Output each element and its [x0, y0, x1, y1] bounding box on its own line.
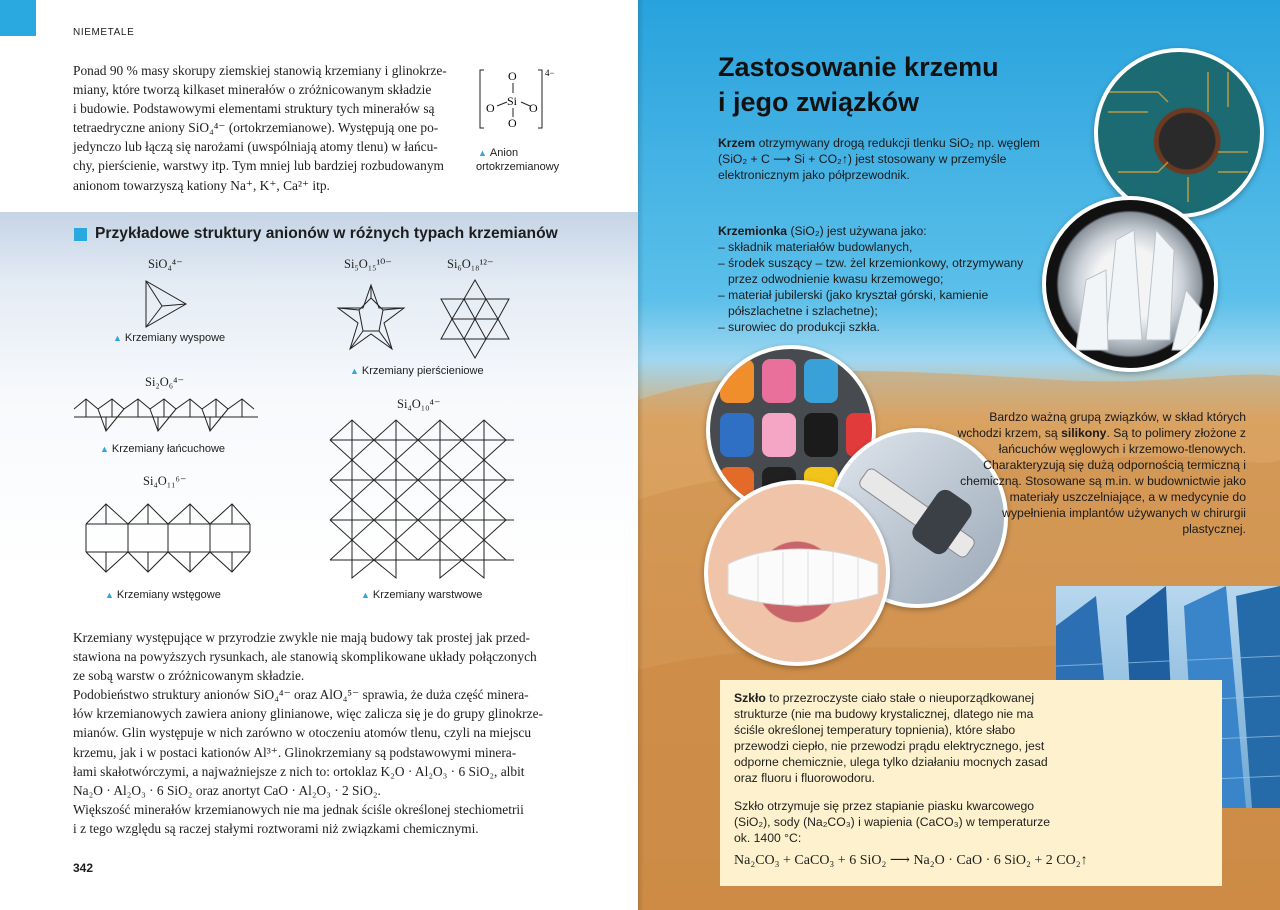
formula-island: SiO₄⁴⁻: [148, 257, 183, 271]
body-line: łami skałotwórczymi, a najważniejsze z nich to: ortoklaz K₂O · Al₂O₃ · 6 SiO₂, albit: [73, 763, 525, 779]
silikony-term: silikony: [1061, 426, 1107, 440]
triangle-marker-icon: ▲: [350, 366, 359, 376]
intro-line: miany, które tworzą kilkaset minerałów o zróżnicowanym składzie: [73, 82, 432, 98]
anion-atom: Si: [507, 94, 518, 108]
sheet-structure-diagram: [328, 418, 518, 587]
body-line: Większość minerałów krzemianowych nie ma jednak ściśle określonej stechiometrii: [73, 801, 524, 817]
list-item: – materiał jubilerski (jako kryształ górski, kamienie półszlachetne i szlachetne);: [718, 288, 989, 318]
intro-line: tetraedryczne aniony SiO₄⁴⁻ (ortokrzemianowe). Występują one po-: [73, 120, 439, 136]
formula-ring-5: Si₅O₁₅¹⁰⁻: [344, 257, 392, 271]
krzem-term: Krzem: [718, 136, 756, 150]
page-number: 342: [73, 861, 94, 875]
body-line: krzemu, jak i w postaci kationów Al³⁺. Glinokrzemiany są podstawowymi minera-: [73, 744, 517, 760]
krzemionka-intro: (SiO₂) jest używana jako:: [787, 224, 927, 238]
list-item: – składnik materiałów budowlanych,: [718, 240, 913, 254]
szklo-production-text: Szkło otrzymuje się przez stapianie piasku kwarcowego (SiO₂), sody (Na₂CO₃) i wapienia (CaCO₃) w temperaturze ok. 1400 °C:: [734, 799, 1051, 845]
ring5-structure-diagram: [334, 281, 408, 360]
caption-ring: [350, 365, 484, 377]
orthosilicate-anion-figure: [470, 64, 580, 174]
rock-crystal-photo: [1042, 196, 1218, 372]
glass-equation: Na₂CO₃ + CaCO₃ + 6 SiO₂ ⟶ Na₂O · CaO · 6 SiO₂ + 2 CO₂↑: [734, 853, 1088, 868]
caption-island-text: Krzemiany wyspowe: [124, 332, 226, 344]
body-line: Na₂O · Al₂O₃ · 6 SiO₂ oraz anortyt CaO · Al₂O₃ · 2 SiO₂.: [73, 782, 381, 798]
krzem-line: (SiO₂ + C ⟶ Si + CO₂↑) jest stosowany w przemyśle: [718, 152, 1007, 166]
anion-structure-diagram: [470, 64, 580, 134]
running-head: NIEMETALE: [73, 27, 135, 38]
list-item: – środek suszący – tzw. żel krzemionkowy, otrzymywany przez odwodnienie kwasu krzemowego;: [718, 256, 1024, 286]
caption-sheet-text: Krzemiany warstwowe: [372, 589, 483, 601]
formula-sheet: Si₄O₁₀⁴⁻: [397, 397, 441, 411]
anion-caption-line1: Anion: [489, 147, 519, 159]
anion-charge: 4−: [545, 68, 555, 78]
caption-band-text: Krzemiany wstęgowe: [116, 589, 221, 601]
section-heading-text: Przykładowe struktury anionów w różnych typach krzemianów: [95, 225, 558, 242]
szklo-paragraph: [734, 690, 1054, 786]
krzemionka-paragraph: [718, 223, 1044, 335]
krzem-line: otrzymywany drogą redukcji tlenku SiO₂ np. węglem: [755, 136, 1040, 150]
triangle-marker-icon: ▲: [361, 590, 370, 600]
caption-chain-text: Krzemiany łańcuchowe: [111, 443, 226, 455]
body-line: stawiona na powyższych rysunkach, ale stanowią skomplikowane układy połączonych: [73, 649, 537, 665]
anion-atom: O: [486, 101, 495, 115]
szklo-text: to przezroczyste ciało stałe o nieuporządkowanej strukturze (nie ma budowy krystalicznej, dlatego nie ma ściśle określonej temperatury topnienia), które słabo przewodzi ciepło, nie przewodzi prądu elektrycznego, jest odporne chemicznie, ulega tylko działaniu mocnych zasad oraz fluoru i fluorowodoru.: [734, 691, 1048, 785]
title-line-2: i jego związków: [718, 87, 920, 117]
title-line-1: Zastosowanie krzemu: [718, 52, 999, 82]
krzem-paragraph: [718, 135, 1058, 183]
microchip-photo: [1094, 48, 1264, 218]
caption-band: [105, 589, 221, 601]
square-bullet-icon: [74, 228, 87, 241]
list-item: – surowiec do produkcji szkła.: [718, 320, 880, 334]
szklo-term: Szkło: [734, 691, 766, 705]
anion-atom: O: [508, 116, 517, 130]
krzem-line: elektronicznym jako półprzewodnik.: [718, 168, 910, 182]
anion-atom: O: [529, 101, 538, 115]
triangle-marker-icon: ▲: [105, 590, 114, 600]
body-line: mianów. Glin występuje w nich zarówno w otoczeniu atomów tlenu, czyli na miejscu: [73, 725, 532, 741]
anion-caption: [478, 147, 580, 159]
silikony-text-after: . Są to polimery złożone z łańcuchów węglowych i krzemowo-tlenowych. Charakteryzują się dużą odpornością termiczną i chemiczną. Stosowane są m.in. w budownictwie jako materiały uszczelniające, a w medycynie do wypełnienia implantów używanych w chirurgii plastycznej.: [960, 426, 1246, 536]
left-page: [0, 0, 638, 910]
section-heading: [74, 225, 558, 243]
intro-line: i budowie. Podstawowymi elementami struktury tych minerałów są: [73, 101, 435, 117]
silikony-paragraph: [946, 409, 1246, 537]
krzemionka-uses-list: [718, 239, 1044, 335]
body-paragraph: [73, 628, 561, 838]
triangle-marker-icon: ▲: [113, 333, 122, 343]
intro-line: Ponad 90 % masy skorupy ziemskiej stanowią krzemiany i glinokrze-: [73, 63, 447, 78]
body-line: i z tego względu są raczej stałymi roztworami niż związkami chemicznymi.: [73, 820, 479, 836]
caption-sheet: [361, 589, 482, 601]
ring6-structure-diagram: [437, 277, 513, 366]
body-line: Krzemiany występujące w przyrodzie zwykle nie mają budowy tak prostej jak przed-: [73, 630, 530, 645]
krzemionka-term: Krzemionka: [718, 224, 788, 238]
formula-band: Si₄O₁₁⁶⁻: [143, 474, 187, 488]
corner-marker: [0, 0, 36, 36]
intro-line: anionom towarzyszą kationy Na⁺, K⁺, Ca²⁺ itp.: [73, 177, 330, 193]
formula-ring-6: Si₆O₁₈¹²⁻: [447, 257, 494, 271]
intro-line: jedynczo lub łączą się narożami (uwspólniają atomy tlenu) w łańcu-: [73, 139, 438, 155]
body-line: ze sobą warstw o zróżnicowanym składzie.: [73, 668, 305, 684]
caption-chain: [100, 443, 225, 455]
intro-line: chy, pierścienie, warstwy itp. Tym mniej lub bardziej rozbudowanym: [73, 158, 444, 174]
body-line: łów krzemianowych zawiera aniony glinianowe, więc zalicza się je do grupy glinokrze-: [73, 706, 543, 722]
intro-paragraph: [73, 61, 458, 195]
silikony-text-before: Bardzo ważną grupą związków, w skład których wchodzi krzem, są: [957, 410, 1246, 440]
page-title: [718, 50, 999, 120]
triangle-marker-icon: ▲: [478, 148, 487, 158]
island-structure-diagram: [140, 277, 190, 337]
chain-structure-diagram: [72, 395, 262, 442]
caption-ring-text: Krzemiany pierścieniowe: [361, 365, 484, 377]
formula-chain: Si₂O₆⁴⁻: [145, 375, 185, 389]
book-gutter-shadow: [638, 0, 644, 910]
caption-island: [113, 332, 225, 344]
body-line: Podobieństwo struktury anionów SiO₄⁴⁻ oraz AlO₄⁵⁻ sprawia, że duża część minera-: [73, 687, 529, 703]
triangle-marker-icon: ▲: [100, 444, 109, 454]
anion-atom: O: [508, 69, 517, 83]
dental-aligner-photo: [704, 480, 890, 666]
anion-caption-line2: ortokrzemianowy: [476, 161, 560, 173]
right-page: [638, 0, 1280, 910]
band-structure-diagram: [84, 496, 254, 585]
